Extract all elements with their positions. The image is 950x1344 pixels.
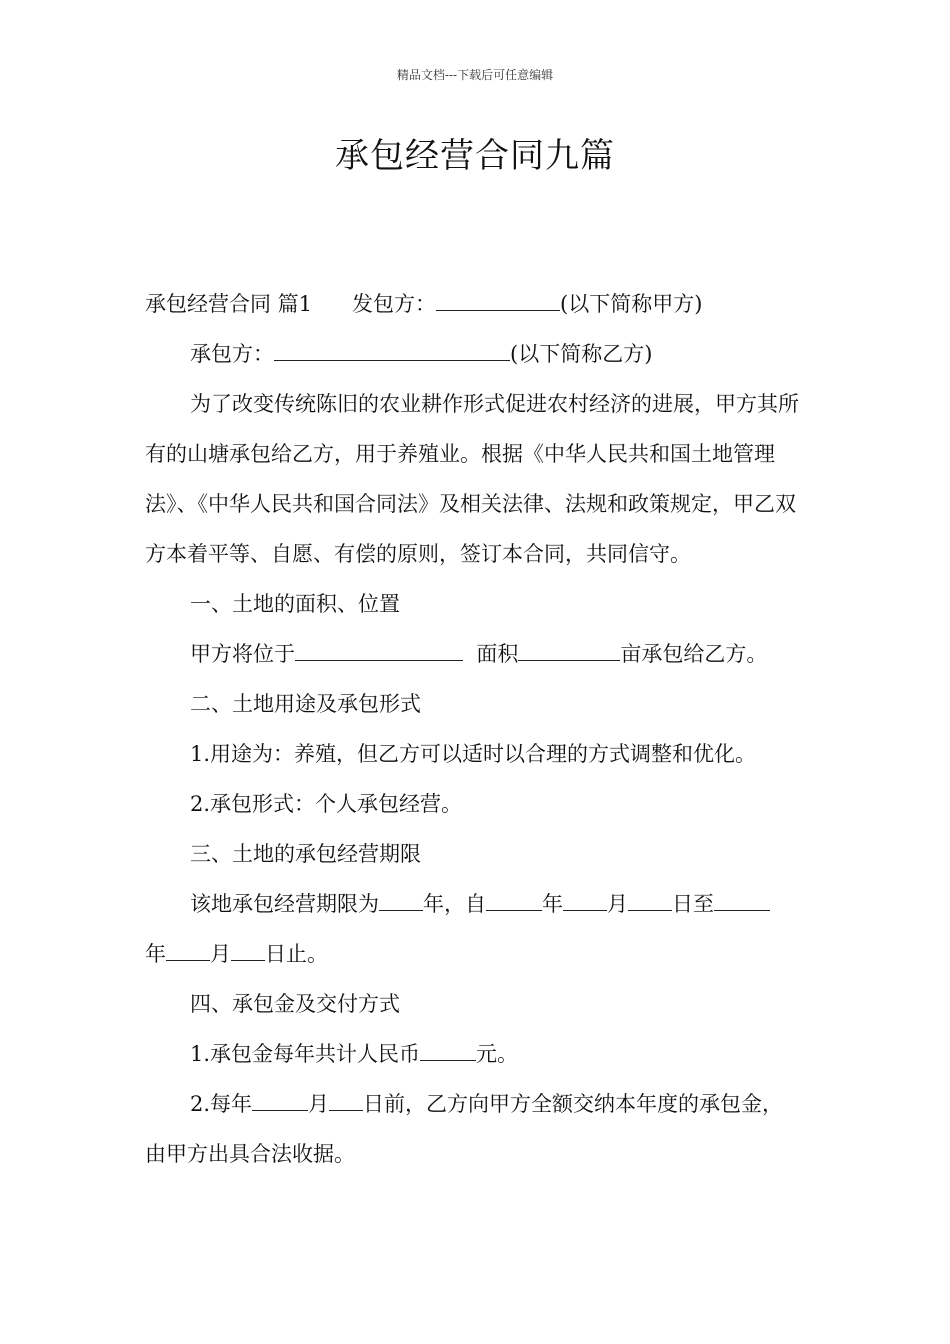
party-a-blank bbox=[436, 291, 560, 311]
s3-month-label: 月 bbox=[607, 892, 628, 916]
contract-heading-line bbox=[145, 279, 815, 329]
start-month-blank bbox=[563, 891, 607, 911]
section-3-text-line-1 bbox=[145, 879, 815, 929]
s4-pay-label: 2.每年 bbox=[190, 1092, 253, 1116]
section-2-item-2: 2.承包形式：个人承包经营。 bbox=[190, 792, 463, 816]
s3-from-label: 年，自 bbox=[423, 892, 486, 916]
end-year-blank bbox=[714, 891, 770, 911]
party-a-suffix: (以下简称甲方) bbox=[560, 292, 703, 316]
term-years-blank bbox=[379, 891, 423, 911]
intro-paragraph: 为了改变传统陈旧的农业耕作形式促进农村经济的进展，甲方其所有的山塘承包给乙方，用于养殖业。根据《中华人民共和国土地管理法》、《中华人民共和国合同法》及相关法律、法规和政策规定，甲乙双方本着平等、自愿、有偿的原则，签订本合同，共同信守。 bbox=[145, 392, 799, 566]
s4-pay-month-label: 月 bbox=[308, 1092, 330, 1116]
section-1-title: 一、土地的面积、位置 bbox=[190, 592, 400, 616]
s4-fee-label: 1.承包金每年共计人民币 bbox=[190, 1042, 421, 1066]
section-4-item-2-cont: 由甲方出具合法收据。 bbox=[145, 1142, 355, 1166]
area-blank bbox=[518, 641, 620, 661]
party-b-line bbox=[145, 329, 815, 379]
fee-amount-blank bbox=[420, 1041, 476, 1061]
start-year-blank bbox=[486, 891, 542, 911]
s3-term-label: 该地承包经营期限为 bbox=[190, 892, 379, 916]
s1-location-label: 甲方将位于 bbox=[190, 642, 295, 666]
pay-day-blank bbox=[329, 1091, 363, 1111]
section-4-item-2 bbox=[145, 1079, 815, 1129]
location-blank bbox=[295, 641, 463, 661]
section-2-title: 二、土地用途及承包形式 bbox=[190, 692, 421, 716]
document-title: 承包经营合同九篇 bbox=[335, 136, 615, 176]
end-month-blank bbox=[166, 941, 210, 961]
s4-fee-unit: 元。 bbox=[476, 1042, 519, 1066]
s3-end-year-label: 年 bbox=[145, 942, 166, 966]
party-b-suffix: (以下简称乙方) bbox=[510, 342, 653, 366]
end-day-blank bbox=[231, 941, 265, 961]
pay-month-blank bbox=[252, 1091, 308, 1111]
section-3-title: 三、土地的承包经营期限 bbox=[190, 842, 421, 866]
header-note: 精品文档---下载后可任意编辑 bbox=[396, 68, 554, 82]
start-day-blank bbox=[628, 891, 672, 911]
section-1-text bbox=[145, 629, 815, 679]
party-a-label: 发包方： bbox=[352, 292, 437, 316]
s3-year-label: 年 bbox=[542, 892, 563, 916]
s4-pay-text: 日前，乙方向甲方全额交纳本年度的承包金， bbox=[363, 1092, 784, 1116]
s1-area-label: 面积 bbox=[476, 642, 519, 666]
s3-end-day-label: 日止。 bbox=[265, 942, 328, 966]
s3-end-month-label: 月 bbox=[210, 942, 231, 966]
party-b-blank bbox=[274, 341, 510, 361]
party-b-label: 承包方： bbox=[190, 342, 274, 366]
section-4-item-1 bbox=[145, 1029, 815, 1079]
s3-day-to-label: 日至 bbox=[672, 892, 714, 916]
s1-area-suffix: 亩承包给乙方。 bbox=[620, 642, 768, 666]
section-4-title: 四、承包金及交付方式 bbox=[190, 992, 400, 1016]
section-3-text-line-2 bbox=[145, 929, 815, 979]
section-2-item-1: 1.用途为：养殖，但乙方可以适时以合理的方式调整和优化。 bbox=[190, 742, 757, 766]
contract-body bbox=[145, 279, 815, 1179]
contract-heading: 承包经营合同 篇1 bbox=[145, 292, 313, 316]
